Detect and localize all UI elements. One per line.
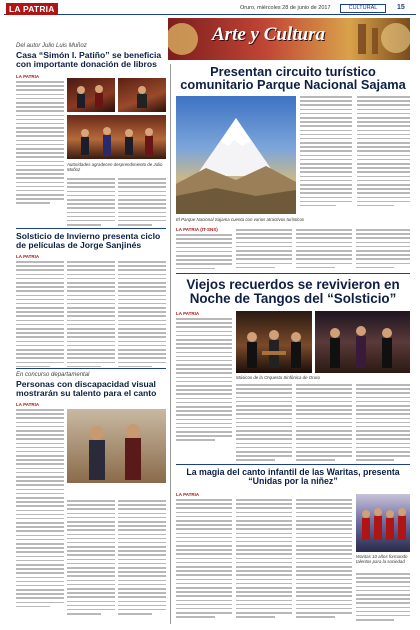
donation-body-text: [16, 81, 64, 207]
issue-date: Oruro, miércoles 28 de junio de 2017: [240, 5, 331, 11]
section-divider: [176, 273, 410, 274]
newspaper-logo: LA PATRIA: [6, 3, 58, 15]
tango-body-col1: [176, 318, 232, 444]
tango-body-col3: [296, 384, 352, 464]
tango-headline: Viejos recuerdos se revivieron en Noche de Tangos del “Solsticio”: [186, 277, 400, 307]
films-body-col3: [118, 261, 166, 370]
contest-body-col3: [118, 500, 166, 617]
choir-body-col3: [296, 499, 352, 620]
choir-photo: [356, 494, 410, 552]
contest-byline: LA PATRIA: [16, 402, 40, 407]
section-divider: [16, 228, 166, 229]
donation-headline: Casa “Simón I. Patiño” se beneficia con importante donación de libros: [16, 50, 162, 70]
tango-body-col4: [356, 384, 410, 464]
contest-photo-caption-area: [67, 486, 166, 497]
contest-body-col1: [16, 409, 64, 610]
choir-body-col2: [236, 499, 292, 620]
sajama-byline: LA PATRIA (IT-SNS): [176, 227, 218, 232]
page-header: [4, 3, 416, 15]
audience-icon: [67, 115, 166, 159]
children-choir-icon: [356, 494, 410, 552]
musicians-icon: [315, 311, 410, 373]
tango-byline: LA PATRIA: [176, 311, 200, 316]
people-icon: [67, 78, 115, 112]
contest-body-col2: [67, 500, 115, 617]
sajama-body-col2b: [236, 229, 292, 271]
mountain-icon: [176, 96, 296, 214]
sajama-photo: [176, 96, 296, 214]
sajama-body-col3: [357, 96, 410, 209]
section-banner-title: Arte y Cultura: [212, 24, 325, 45]
sajama-body-col2: [300, 96, 352, 209]
section-divider: [176, 464, 410, 465]
sajama-body-col4b: [356, 229, 410, 271]
tango-photo-1: [236, 311, 312, 373]
contest-kicker: En concurso departamental: [16, 372, 90, 378]
sajama-photo-caption: El Parque Nacional Sajama cuenta con varios atractivos turísticos: [176, 217, 305, 222]
films-body-col1: [16, 261, 64, 370]
section-label: CULTURAL: [340, 4, 386, 13]
column-divider: [170, 64, 171, 624]
choir-body-col4: [356, 573, 410, 623]
section-divider: [16, 368, 166, 369]
contest-headline: Personas con discapacidad visual mostrarán su talento para el canto: [16, 379, 157, 399]
donation-photo-2: [118, 78, 166, 112]
donation-photo-1: [67, 78, 115, 112]
donation-kicker: Del autor Julio Luis Muñoz: [16, 43, 87, 49]
choir-headline: La magia del canto infantil de las Waritas, presenta “Unidas por la niñez”: [186, 467, 400, 487]
donation-photo-caption: Autoridades agradecen desprendimiento de Julio Muñoz: [67, 162, 163, 173]
choir-body-col1: [176, 499, 232, 620]
donation-byline: LA PATRIA: [16, 74, 40, 79]
section-banner: [168, 18, 410, 60]
films-headline: Solsticio de Invierno presenta ciclo de películas de Jorge Sanjinés: [16, 231, 161, 251]
films-body-col2: [67, 261, 115, 370]
choir-byline: LA PATRIA: [176, 492, 200, 497]
page-number: 15: [397, 4, 405, 11]
tango-photo-2: [315, 311, 410, 373]
orchestra-icon: [236, 311, 312, 373]
singers-icon: [67, 409, 166, 483]
people-icon: [118, 78, 166, 112]
donation-photo-3: [67, 115, 166, 159]
choir-photo-caption: Waritas 10 años formando talentos para la sociedad: [356, 554, 408, 565]
tango-photo-caption: Músicos de la Orquesta Sinfónica de Oruro: [236, 375, 320, 380]
sajama-headline: Presentan circuito turístico comunitario Parque Nacional Sajama: [180, 64, 406, 93]
sajama-body-col3b: [296, 229, 352, 271]
donation-body-col2: [67, 178, 115, 228]
films-byline: LA PATRIA: [16, 254, 40, 259]
sajama-body-col1b: [176, 234, 232, 272]
contest-photo: [67, 409, 166, 483]
donation-body-col3: [118, 178, 166, 228]
tango-body-col2: [236, 384, 292, 464]
